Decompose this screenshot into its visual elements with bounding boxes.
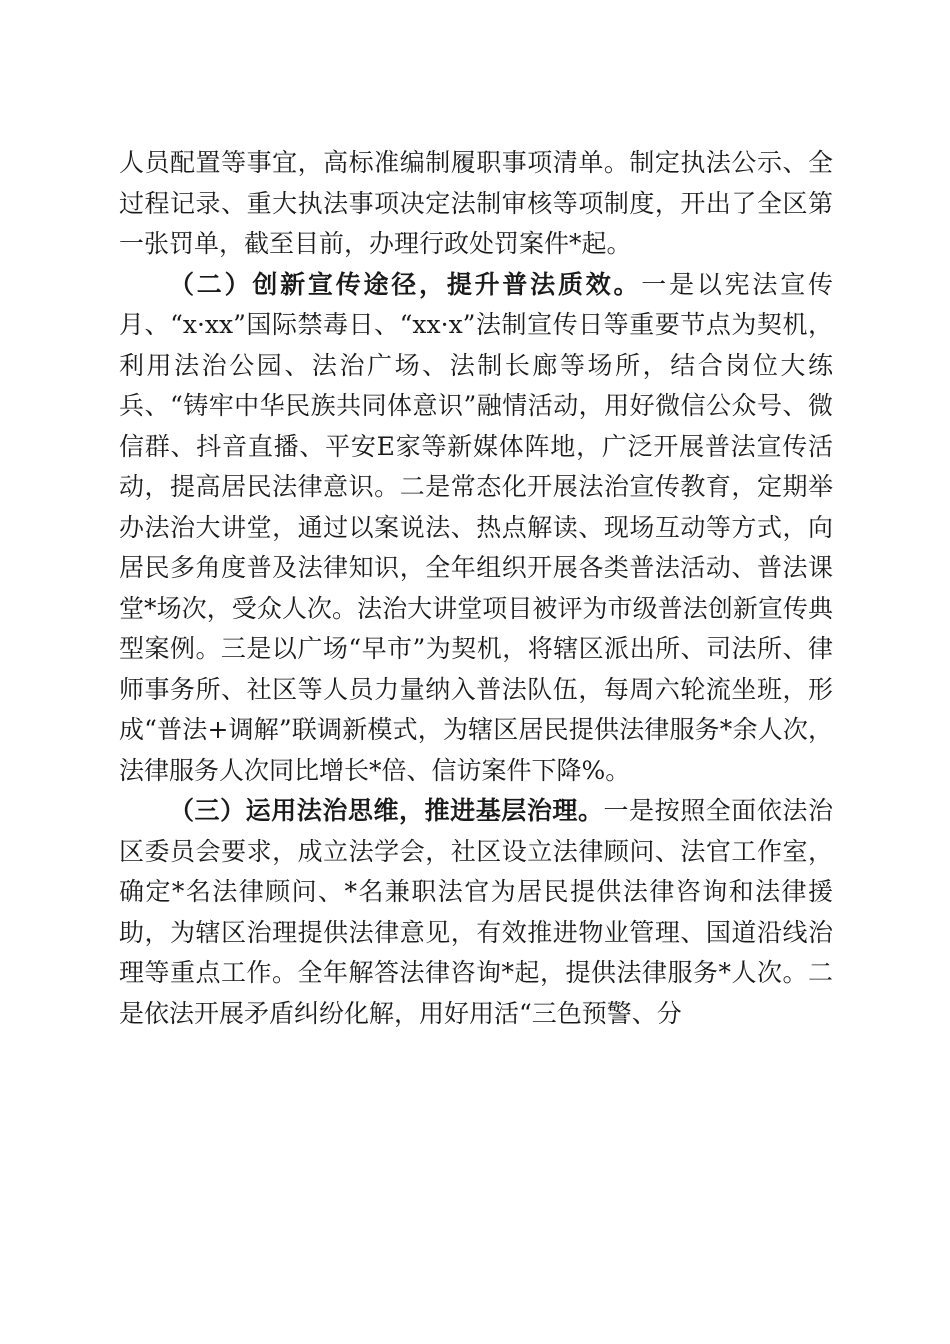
paragraph-text: 人员配置等事宜，高标准编制履职事项清单。制定执法公示、全过程记录、重大执法事项决定法制审核等项制度，开出了全区第一张罚单，截至目前，办理行政处罚案件*起。 [119, 148, 833, 258]
section-heading: （二）创新宣传途径，提升普法质效。 [169, 269, 642, 299]
paragraph-section-2 [119, 265, 833, 792]
section-heading: （三）运用法治思维，推进基层治理。 [169, 796, 604, 825]
paragraph-text: 一是以宪法宣传月、“x·xx”国际禁毒日、“xx·x”法制宣传日等重要节点为契机，利用法治公园、法治广场、法制长廊等场所，结合岗位大练兵、“铸牢中华民族共同体意识”融情活动，用好微信公众号、微信群、抖音直播、平安E家等新媒体阵地，广泛开展普法宣传活动，提高居民法律意识。二是常态化开展法治宣传教育，定期举办法治大讲堂，通过以案说法、热点解读、现场互动等方式，向居民多角度普及法律知识，全年组织开展各类普法活动、普法课堂*场次，受众人次。法治大讲堂项目被评为市级普法创新宣传典型案例。三是以广场“早市”为契机，将辖区派出所、司法所、律师事务所、社区等人员力量纳入普法队伍，每周六轮流坐班，形成“普法+调解”联调新模式，为辖区居民提供法律服务*余人次，法律服务人次同比增长*倍、信访案件下降%。 [119, 269, 833, 785]
document-body [119, 143, 833, 1034]
paragraph-text: 一是按照全面依法治区委员会要求，成立法学会，社区设立法律顾问、法官工作室，确定*名法律顾问、*名兼职法官为居民提供法律咨询和法律援助，为辖区治理提供法律意见，有效推进物业管理、国道沿线治理等重点工作。全年解答法律咨询*起，提供法律服务*人次。二是依法开展矛盾纠纷化解，用好用活“三色预警、分 [119, 796, 833, 1028]
paragraph-section-3 [119, 791, 833, 1034]
paragraph-continuation [119, 143, 833, 265]
